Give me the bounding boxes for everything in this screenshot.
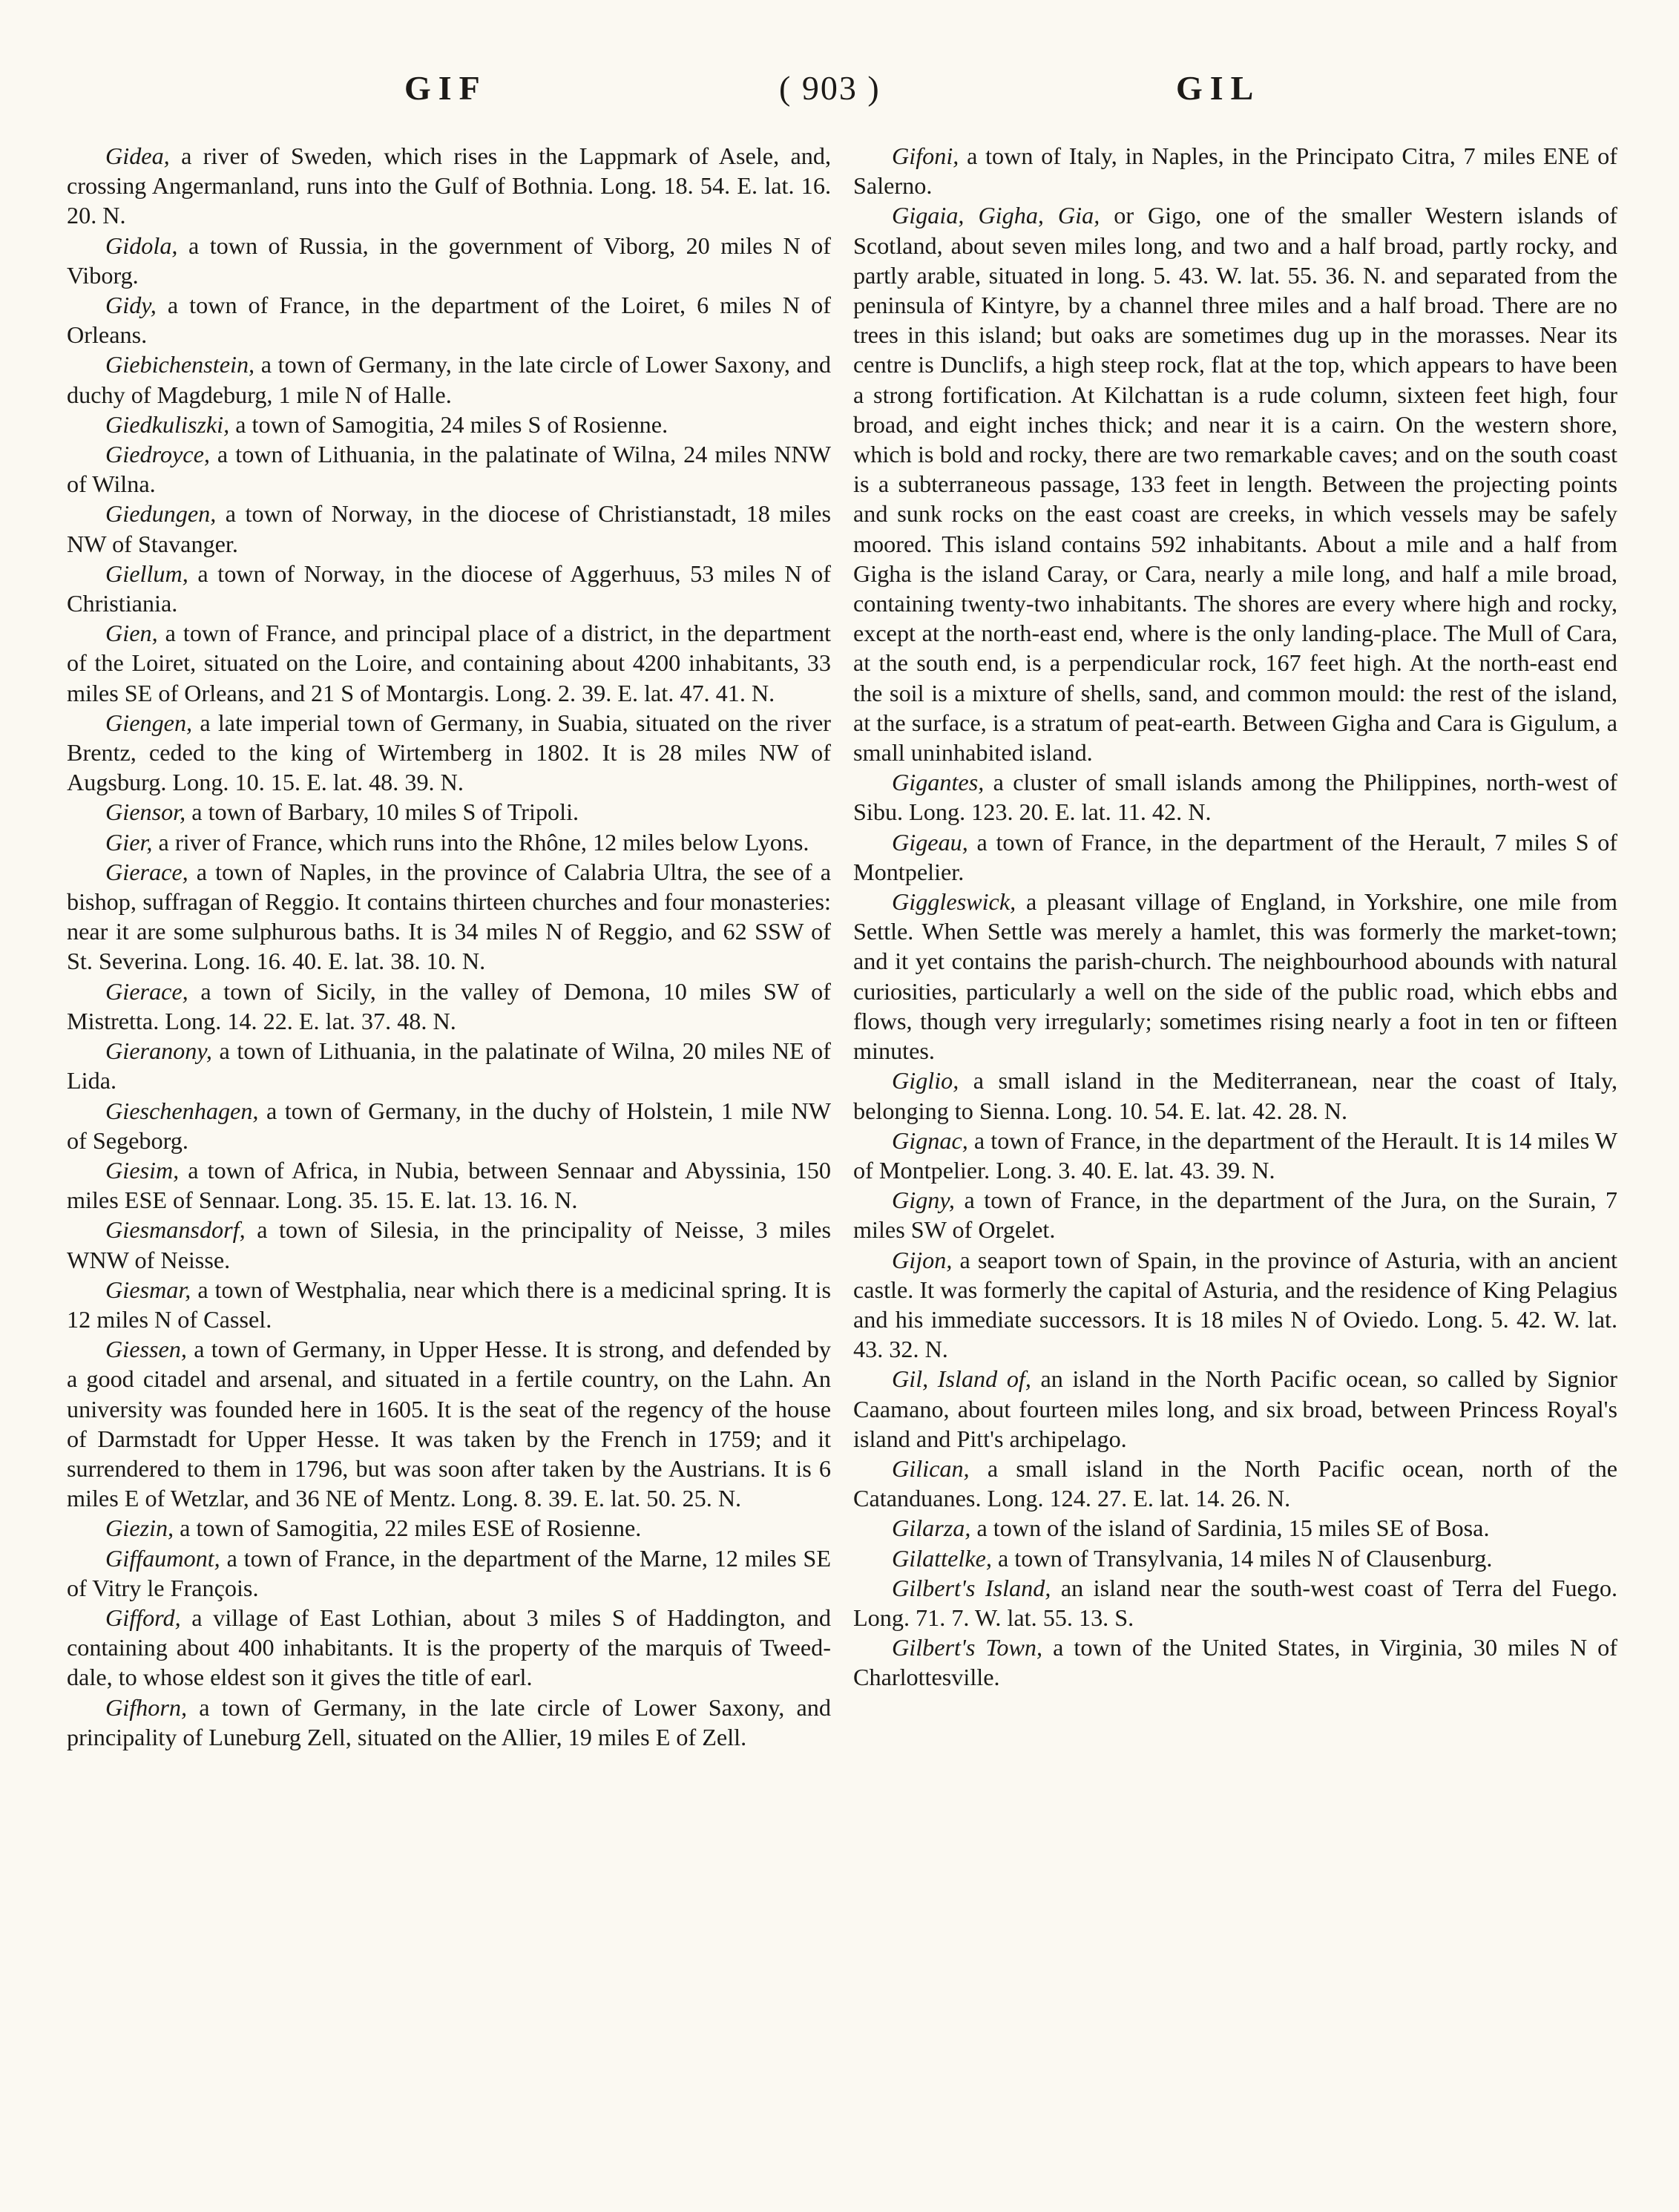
gazetteer-entry bbox=[67, 1513, 831, 1543]
header-right-guide: GIL bbox=[1176, 69, 1261, 107]
entry-headword: Gifoni, bbox=[892, 142, 959, 169]
gazetteer-entry bbox=[67, 410, 831, 439]
entry-text: a town of Russia, in the government of Viborg, 20 miles N of Viborg. bbox=[67, 232, 831, 289]
gazetteer-entry bbox=[853, 827, 1617, 887]
gazetteer-entry bbox=[67, 618, 831, 708]
entry-text: a town of Samogitia, 22 miles ESE of Rosienne. bbox=[174, 1514, 642, 1542]
gazetteer-entry bbox=[853, 887, 1617, 1066]
gazetteer-entry bbox=[67, 141, 831, 231]
entry-text: a town of Barbary, 10 miles S of Tripoli. bbox=[185, 798, 579, 826]
gazetteer-entry bbox=[67, 559, 831, 618]
entry-text: a town of the island of Sardinia, 15 miles SE of Bosa. bbox=[970, 1514, 1490, 1542]
gazetteer-entry bbox=[67, 290, 831, 349]
gazetteer-entry bbox=[853, 1245, 1617, 1365]
gazetteer-entry bbox=[67, 1155, 831, 1215]
entry-text: a town of France, and principal place of a district, in the department of the Loiret, situated on the Loire, and containing about 4200 inhabitants, 33 miles SE of Orleans, and 21 S of Montargis. Long. 2. 39. E. lat. 47. 41. N. bbox=[67, 620, 831, 706]
entry-headword: Gifford, bbox=[105, 1604, 181, 1631]
entry-text: a town of Naples, in the province of Calabria Ultra, the see of a bishop, suffragan of Reggio. It contains thirteen churches and four monasteries: near it are some sulphurous baths. It is 34 miles N of Reggio, and 62 SSW of St. Severina. Long. 16. 40. E. lat. 38. 10. N. bbox=[67, 858, 831, 975]
gazetteer-entry bbox=[853, 1543, 1617, 1573]
entry-headword: Gigny, bbox=[892, 1187, 955, 1214]
entry-headword: Gigantes, bbox=[892, 769, 985, 796]
left-column bbox=[67, 141, 831, 1752]
entry-headword: Gilbert's Island, bbox=[892, 1574, 1051, 1601]
entry-text: or Gigo, one of the smaller Western islands of Scotland, about seven miles long, and two and a half broad, partly rocky, and partly arable, situated in long. 5. 43. W. lat. 55. 36. N. and separated from the peninsula of Kintyre, by a channel three miles and a half broad. There are no trees in this island; but oaks are sometimes dug up in the morasses. Near its centre is Dunclifs, a high steep rock, flat at the top, which appears to have been a strong fortification. At Kilchattan is a rude column, sixteen feet high, four broad, and eight inches thick; and near it is a cairn. On the western shore, which is bold and rocky, there are two remarkable caves; and on the south coast is a subterraneous passage, 133 feet in length. Between the projecting points and sunk rocks on the east coast are creeks, in which vessels may be safely moored. This island contains 592 inhabitants. About a mile and a half from Gigha is the island Caray, or Cara, nearly a mile long, and half a mile broad, containing twenty-two inhabitants. The shores are every where high and rocky, except at the north-east end, where is the only landing-place. The Mull of Cara, at the south end, is a perpendicular rock, 167 feet high. At the north-east end the soil is a mixture of shells, sand, and common mould: the rest of the island, at the surface, is a stratum of peat-earth. Between Gigha and Cara is Gigulum, a small uninhabited island. bbox=[853, 202, 1617, 767]
entry-headword: Giesmar, bbox=[105, 1276, 191, 1303]
gazetteer-entry bbox=[853, 141, 1617, 200]
entry-headword: Gidy, bbox=[105, 292, 157, 319]
entry-text: a town of Norway, in the diocese of Christianstadt, 18 miles NW of Stavanger. bbox=[67, 500, 831, 557]
entry-headword: Gidola, bbox=[105, 232, 178, 259]
entry-text: a town of Samogitia, 24 miles S of Rosienne. bbox=[229, 410, 668, 438]
entry-headword: Giengen, bbox=[105, 709, 193, 736]
entry-text: a town of Germany, in the late circle of Lower Saxony, and principality of Luneburg Zell, situated on the Allier, 19 miles E of Zell. bbox=[67, 1693, 831, 1750]
entry-text: a town of Lithuania, in the palatinate of Wilna, 24 miles NNW of Wilna. bbox=[67, 441, 831, 498]
entry-text: a town of Italy, in Naples, in the Principato Citra, 7 miles ENE of Salerno. bbox=[853, 142, 1617, 200]
gazetteer-entry bbox=[67, 1693, 831, 1752]
entry-headword: Gier, bbox=[105, 828, 153, 856]
entry-headword: Giedroyce, bbox=[105, 441, 210, 468]
gazetteer-entry bbox=[67, 827, 831, 857]
entry-text: a town of Germany, in Upper Hesse. It is strong, and defended by a good citadel and arsenal, and situated in a fertile country, on the Lahn. An university was founded here in 1605. It is the seat of the regency of the house of Darmstadt for Upper Hesse. It was taken by the French in 1759; and it surrendered to them in 1796, but was soon after taken by the Austrians. It is 6 miles E of Wetzlar, and 36 NE of Mentz. Long. 8. 39. E. lat. 50. 25. N. bbox=[67, 1336, 831, 1512]
entry-text: a town of France, in the department of the Marne, 12 miles SE of Vitry le François. bbox=[67, 1544, 831, 1601]
entry-headword: Giensor, bbox=[105, 798, 186, 826]
gazetteer-entry bbox=[67, 1275, 831, 1334]
entry-text: a town of the United States, in Virginia, 30 miles N of Charlottesville. bbox=[853, 1634, 1617, 1691]
entry-text: a town of Transylvania, 14 miles N of Clausenburg. bbox=[991, 1544, 1493, 1572]
gazetteer-entry bbox=[67, 349, 831, 409]
entry-headword: Giggleswick, bbox=[892, 888, 1016, 916]
gazetteer-entry bbox=[67, 231, 831, 290]
gazetteer-entry bbox=[853, 1066, 1617, 1125]
gazetteer-entry bbox=[853, 1573, 1617, 1632]
entry-headword: Gilattelke, bbox=[892, 1544, 992, 1572]
right-column bbox=[853, 141, 1617, 1693]
entry-headword: Gieschenhagen, bbox=[105, 1097, 259, 1124]
entry-text: a seaport town of Spain, in the province of Asturia, with an ancient castle. It was formerly the capital of Asturia, and the residence of King Pelagius and his immediate successors. It is 18 miles N of Oviedo. Long. 5. 42. W. lat. 43. 32. N. bbox=[853, 1246, 1617, 1363]
entry-text: a river of France, which runs into the Rhône, 12 miles below Lyons. bbox=[152, 828, 809, 856]
gazetteer-entry bbox=[67, 708, 831, 798]
entry-headword: Gien, bbox=[105, 620, 158, 647]
entry-text: a town of Sicily, in the valley of Demona, 10 miles SW of Mistretta. Long. 14. 22. E. lat. 37. 48. N. bbox=[67, 977, 831, 1034]
entry-text: a town of France, in the department of the Loiret, 6 miles N of Orleans. bbox=[67, 292, 831, 349]
gazetteer-entry bbox=[853, 767, 1617, 827]
entry-headword: Gijon, bbox=[892, 1246, 953, 1273]
entry-text: a small island in the North Pacific ocean, north of the Catanduanes. Long. 124. 27. E. lat. 14. 26. N. bbox=[853, 1454, 1617, 1512]
entry-headword: Gierace, bbox=[105, 977, 188, 1005]
entry-headword: Giebichenstein, bbox=[105, 351, 255, 378]
entry-text: a cluster of small islands among the Philippines, north-west of Sibu. Long. 123. 20. E. lat. 11. 42. N. bbox=[853, 769, 1617, 826]
gazetteer-entry bbox=[67, 797, 831, 827]
entry-headword: Giellum, bbox=[105, 559, 188, 587]
entry-text: an island in the North Pacific ocean, so called by Signior Caamano, about fourteen miles long, and six broad, between Princess Royal's island and Pitt's archipelago. bbox=[853, 1365, 1618, 1452]
entry-headword: Gignac, bbox=[892, 1126, 968, 1154]
entry-headword: Gilarza, bbox=[892, 1514, 971, 1542]
running-head bbox=[0, 68, 1679, 120]
entry-headword: Gigaia, Gigha, Gia, bbox=[892, 202, 1100, 229]
gazetteer-entry bbox=[67, 1215, 831, 1274]
entry-text: a town of France, in the department of the Jura, on the Surain, 7 miles SW of Orgelet. bbox=[853, 1187, 1617, 1244]
entry-headword: Giessen, bbox=[105, 1336, 187, 1363]
header-left-guide: GIF bbox=[404, 69, 487, 107]
entry-text: a town of Westphalia, near which there is a medicinal spring. It is 12 miles N of Cassel. bbox=[67, 1276, 831, 1333]
gazetteer-entry bbox=[853, 1364, 1617, 1454]
gazetteer-entry bbox=[67, 1603, 831, 1693]
entry-headword: Gifhorn, bbox=[105, 1693, 187, 1721]
entry-headword: Giesim, bbox=[105, 1156, 180, 1184]
entry-text: a river of Sweden, which rises in the Lappmark of Asele, and, crossing Angermanland, runs into the Gulf of Bothnia. Long. 18. 54. E. lat. 16. 20. N. bbox=[67, 142, 831, 229]
entry-text: a town of Germany, in the duchy of Holstein, 1 mile NW of Segeborg. bbox=[67, 1097, 831, 1154]
gazetteer-entry bbox=[67, 499, 831, 558]
gazetteer-entry bbox=[67, 439, 831, 499]
entry-headword: Giesmansdorf, bbox=[105, 1216, 246, 1244]
gazetteer-entry bbox=[67, 1036, 831, 1095]
entry-text: a late imperial town of Germany, in Suabia, situated on the river Brentz, ceded to the king of Wirtemberg in 1802. It is 28 miles NW of Augsburg. Long. 10. 15. E. lat. 48. 39. N. bbox=[67, 709, 831, 796]
entry-text: a town of France, in the department of the Herault, 7 miles S of Montpelier. bbox=[853, 828, 1617, 885]
entry-headword: Gieranony, bbox=[105, 1037, 212, 1065]
entry-text: a pleasant village of England, in Yorkshire, one mile from Settle. When Settle was merely a hamlet, this was formerly the market-town; and it yet contains the parish-church. The neighbourhood abounds with natural curiosities, particularly a well on the side of the public road, which ebbs and flows, though very irregularly; sometimes rising nearly a foot in ten or fifteen minutes. bbox=[853, 888, 1617, 1065]
gazetteer-entry bbox=[853, 1454, 1617, 1513]
entry-headword: Gilican, bbox=[892, 1454, 970, 1482]
page-number: ( 903 ) bbox=[779, 69, 881, 107]
gazetteer-entry bbox=[67, 857, 831, 977]
entry-text: a town of Norway, in the diocese of Aggerhuus, 53 miles N of Christiania. bbox=[67, 559, 831, 617]
entry-headword: Giedungen, bbox=[105, 500, 217, 528]
entry-headword: Giezin, bbox=[105, 1514, 174, 1542]
entry-headword: Gierace, bbox=[105, 858, 188, 885]
entry-text: a village of East Lothian, about 3 miles S of Haddington, and containing about 400 inhabitants. It is the property of the marquis of Tweed-dale, to whose eldest son it gives the title of earl. bbox=[67, 1604, 831, 1691]
gazetteer-entry bbox=[853, 1632, 1617, 1692]
gazetteer-entry bbox=[853, 200, 1617, 767]
entry-headword: Giglio, bbox=[892, 1067, 959, 1094]
gazetteer-entry bbox=[67, 1096, 831, 1155]
entry-text: a town of Germany, in the late circle of Lower Saxony, and duchy of Magdeburg, 1 mile N of Halle. bbox=[67, 351, 831, 408]
gazetteer-entry bbox=[853, 1513, 1617, 1543]
entry-headword: Gilbert's Town, bbox=[892, 1634, 1043, 1661]
entry-text: a town of Silesia, in the principality of Neisse, 3 miles WNW of Neisse. bbox=[67, 1216, 831, 1273]
entry-headword: Gil, Island of, bbox=[892, 1365, 1031, 1393]
gazetteer-entry bbox=[67, 1543, 831, 1603]
entry-headword: Giedkuliszki, bbox=[105, 410, 230, 438]
entry-headword: Giffaumont, bbox=[105, 1544, 220, 1572]
gazetteer-entry bbox=[67, 1334, 831, 1513]
entry-headword: Gidea, bbox=[105, 142, 170, 169]
entry-text: a small island in the Mediterranean, near the coast of Italy, belonging to Sienna. Long. 10. 54. E. lat. 42. 28. N. bbox=[853, 1067, 1617, 1124]
gazetteer-entry bbox=[853, 1185, 1617, 1244]
entry-text: a town of France, in the department of the Herault. It is 14 miles W of Montpelier. Long. 3. 40. E. lat. 43. 39. N. bbox=[853, 1126, 1617, 1184]
entry-text: an island near the south-west coast of Terra del Fuego. Long. 71. 7. W. lat. 55. 13. S. bbox=[853, 1574, 1618, 1631]
gazetteer-entry bbox=[67, 977, 831, 1036]
entry-headword: Gigeau, bbox=[892, 828, 968, 856]
gazetteer-entry bbox=[853, 1126, 1617, 1185]
entry-text: a town of Africa, in Nubia, between Sennaar and Abyssinia, 150 miles ESE of Sennaar. Long. 35. 15. E. lat. 13. 16. N. bbox=[67, 1156, 831, 1214]
entry-text: a town of Lithuania, in the palatinate of Wilna, 20 miles NE of Lida. bbox=[67, 1037, 831, 1094]
